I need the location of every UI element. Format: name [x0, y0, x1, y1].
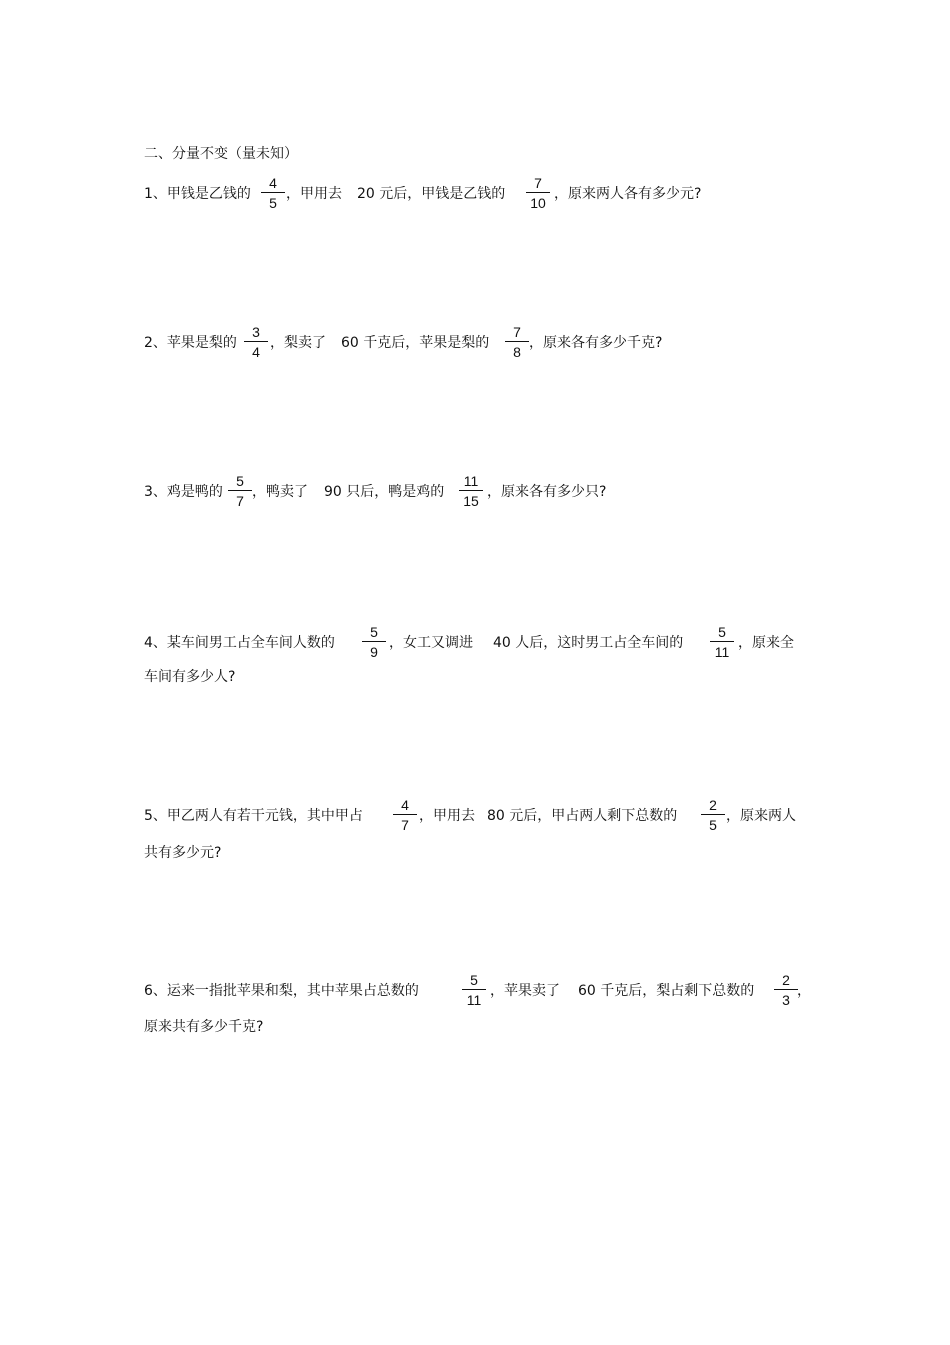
q4-fraction-2-numerator: 5: [718, 624, 726, 640]
q4-fraction-1: [359, 624, 389, 660]
q4-fraction-2-denominator: 11: [714, 644, 730, 660]
q2-fraction-1-numerator: 3: [252, 324, 260, 340]
q3-fraction-2-numerator: 11: [463, 473, 479, 489]
q1-fraction-2-denominator: 10: [530, 195, 546, 211]
q4-fraction-1-denominator: 9: [370, 644, 378, 660]
q6-text-c: 60 千克后，梨占剩下总数的: [578, 983, 755, 999]
q4-text-a: 4、某车间男工占全车间人数的: [144, 635, 335, 651]
fraction-bar: [459, 490, 483, 491]
q3-fraction-1-denominator: 7: [236, 493, 244, 509]
q6-fraction-2-numerator: 2: [782, 972, 790, 988]
q1-fraction-2: [523, 175, 553, 211]
fraction-bar: [228, 490, 252, 491]
q6-text-e: 原来共有多少千克?: [144, 1019, 264, 1035]
q2-fraction-2-denominator: 8: [513, 344, 521, 360]
fraction-bar: [261, 192, 285, 193]
q1-text-d: ，原来两人各有多少元?: [554, 186, 702, 202]
q2-fraction-1: [241, 324, 271, 360]
q5-fraction-1-denominator: 7: [401, 817, 409, 833]
q1-text-a: 1、甲钱是乙钱的: [144, 186, 251, 202]
q2-text-c: 60 千克后，苹果是梨的: [341, 335, 490, 351]
q5-fraction-1-numerator: 4: [401, 797, 409, 813]
fraction-bar: [244, 341, 268, 342]
q1-fraction-1-denominator: 5: [269, 195, 277, 211]
q1-text-b: ，甲用去: [286, 186, 342, 202]
q3-fraction-1-numerator: 5: [236, 473, 244, 489]
q5-fraction-1: [390, 797, 420, 833]
q3-fraction-2-denominator: 15: [463, 493, 479, 509]
q4-fraction-1-numerator: 5: [370, 624, 378, 640]
q6-fraction-2-denominator: 3: [782, 992, 790, 1008]
q5-text-a: 5、甲乙两人有若干元钱，其中甲占: [144, 808, 363, 824]
q3-text-c: 90 只后，鸭是鸡的: [324, 484, 445, 500]
q5-text-e: 共有多少元?: [144, 845, 222, 861]
q1-fraction-1: [258, 175, 288, 211]
q1-fraction-2-numerator: 7: [534, 175, 542, 191]
q1-fraction-1-numerator: 4: [269, 175, 277, 191]
q6-text-b: ，苹果卖了: [490, 983, 560, 999]
q6-fraction-1: [459, 972, 489, 1008]
q4-text-d: ，原来全: [738, 635, 794, 651]
q6-fraction-1-numerator: 5: [470, 972, 478, 988]
q3-fraction-1: [225, 473, 255, 509]
q5-text-c: 80 元后，甲占两人剩下总数的: [487, 808, 678, 824]
q5-fraction-2-numerator: 2: [709, 797, 717, 813]
q6-text-a: 6、运来一指批苹果和梨，其中苹果占总数的: [144, 983, 419, 999]
q5-text-d: ，原来两人: [726, 808, 796, 824]
q2-fraction-2-numerator: 7: [513, 324, 521, 340]
q2-text-a: 2、苹果是梨的: [144, 335, 237, 351]
fraction-bar: [393, 814, 417, 815]
q2-text-b: ，梨卖了: [270, 335, 326, 351]
q3-text-d: ，原来各有多少只?: [487, 484, 607, 500]
q1-text-c: 20 元后，甲钱是乙钱的: [357, 186, 506, 202]
q5-text-b: ，甲用去: [419, 808, 475, 824]
fraction-bar: [526, 192, 550, 193]
fraction-bar: [701, 814, 725, 815]
fraction-bar: [774, 989, 798, 990]
q2-text-d: ，原来各有多少千克?: [529, 335, 663, 351]
section-title: 二、分量不变（量未知）: [144, 146, 298, 162]
fraction-bar: [710, 641, 734, 642]
q4-text-c: 40 人后，这时男工占全车间的: [493, 635, 684, 651]
q2-fraction-1-denominator: 4: [252, 344, 260, 360]
q2-fraction-2: [502, 324, 532, 360]
fraction-bar: [362, 641, 386, 642]
fraction-bar: [462, 989, 486, 990]
q5-fraction-2-denominator: 5: [709, 817, 717, 833]
q3-fraction-2: [456, 473, 486, 509]
q6-fraction-1-denominator: 11: [466, 992, 482, 1008]
q3-text-b: ，鸭卖了: [252, 484, 308, 500]
fraction-bar: [505, 341, 529, 342]
q4-text-e: 车间有多少人?: [144, 669, 236, 685]
q6-text-d: ，: [797, 983, 811, 999]
q3-text-a: 3、鸡是鸭的: [144, 484, 223, 500]
q5-fraction-2: [698, 797, 728, 833]
q4-fraction-2: [707, 624, 737, 660]
q4-text-b: ，女工又调进: [389, 635, 473, 651]
